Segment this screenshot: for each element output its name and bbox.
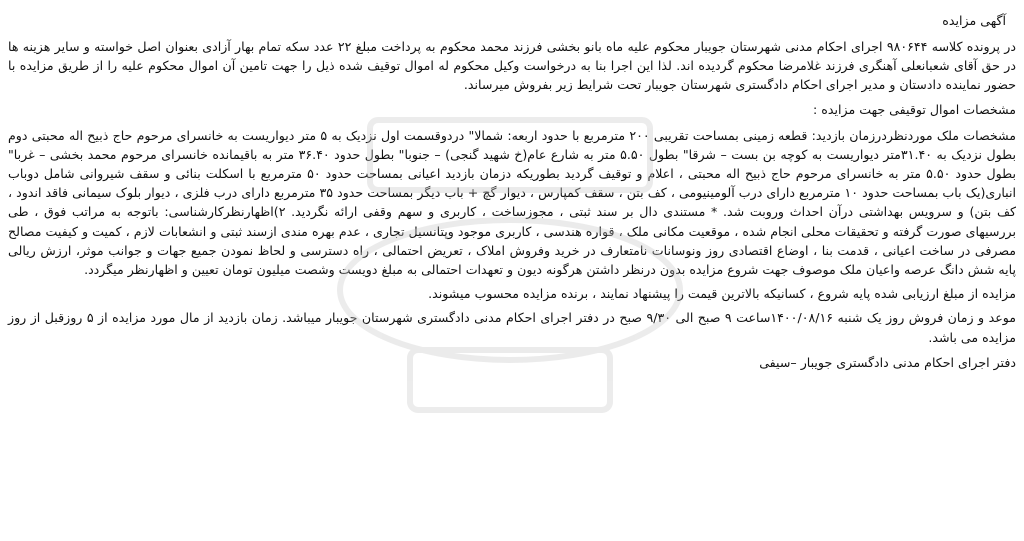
notice-paragraph-schedule: موعد و زمان فروش روز یک شنبه ۱۴۰۰/۰۸/۱۶ساعت ۹ صبح الی ۹/۳۰ صبح در دفتر اجرای احکام مدنی دادگستری شهرستان جویبار میباشد. زمان بازدید از مال مورد مزایده از ۵ روزقبل از روز مزایده می باشد. — [8, 310, 1016, 345]
notice-paragraph-property: مشخصات ملک موردنظردرزمان بازدید: قطعه زمینی بمساحت تقریبی ۲۰۰ مترمربع با حدود اربعه: شمالا" دردوقسمت اول نزدیک به ۵ متر دیواریست به خانسرای مرحوم حاج ذبیح اله محبتی دوم بطول نزدیک به ۳۱.۴۰متر دیواریست به کوچه بن بست – شرقا" بطول ۵.۵۰ متر به شارع عام(خ شهید گنجی) – جنوبا" بطول حدود ۳۶.۴۰ متر به باقیمانده خانسرای مرحوم محمد بخشی – غربا" بطول حدود ۵.۵۰ متر به خانسرای مرحوم حاج ذبیح اله محبتی ، اعلام و توقیف گردید بطوریکه دزمان بازدید اعیانی بمساحت حدود ۵۰ مترمربع با اسکلت بنائی و سقف شیروانی شامل دوباب انباری(یک باب بمساحت حدود ۱۰ مترمربع دارای درب آلومینیومی ، کف بتن ، سقف کمپارس ، دیوار گچ + باب دیگر بمساحت حدود ۳۵ مترمربع دارای درب فلزی ، دیوار بلوک سیمانی فاقد اندود ، کف بتن) و سرویس بهداشتی درآن احداث وروبت شد. * مستندی دال بر سند ثبتی ، مجوزساخت ، کاربری و سهم وقفی ارائه نگردید. ۲)اظهارنظرکارشناسی: باتوجه به مراتب فوق ، طی بررسیهای صورت گرفته و تحقیقات محلی انجام شده ، موقعیت مکانی ملک ، قواره هندسی ، کاربری موجود وپتانسیل تجاری ، عدم بهره مندی ازسند ثبتی و انشعابات لازم ، کمیت و کیفیت مصالح مصرفی در ساخت اعیانی ، قدمت بنا ، اوضاع اقتصادی روز ونوسانات نامتعارف در خرید وفروش املاک ، تعریض احتمالی ، راه دسترسی و لحاظ نمودن جمیع جهات و جوانب موثر، ارزش ریالی پایه شش دانگ عرصه واعیان ملک موصوف جهت شروع مزایده بدون درنظر داشتن هرگونه دیون و تعهدات احتمالی به مبلغ دویست وشصت میلیون تومان تعیین و اظهارنظر میگردد. — [8, 127, 1017, 278]
section-title-property: مشخصات اموال توقیفی جهت مزایده : — [813, 101, 1016, 117]
notice-title: آگهی مزایده — [942, 13, 1006, 28]
notice-signature: دفتر اجرای احکام مدنی دادگستری جویبار –سیفی — [759, 354, 1016, 370]
notice-paragraph-case: در پرونده کلاسه ۹۸۰۶۴۴ اجرای احکام مدنی شهرستان جویبار محکوم علیه ماه بانو بخشی فرزند محمد محکوم به پرداخت مبلغ ۲۲ عدد سکه تمام بهار آزادی بعنوان اصل خواسته و سایر هزینه ها در حق آقای شعبانعلی آهنگری فرزند غلامرضا محکوم گردیده اند. لذا این اجرا بنا به درخواست وکیل محکوم له اموال توقیف شده ذیل را جهت تامین آن اموال محکوم علیه را از طریق مزایده با حضور نماینده دادستان و مدیر اجرای احکام دادگستری شهرستان جویبار تحت شرایط زیر بفروش میرساند. — [8, 39, 1017, 93]
notice-paragraph-terms: مزایده از مبلغ ارزیابی شده پایه شروع ، کسانیکه بالاترین قیمت را پیشنهاد نمایند ، برنده مزایده محسوب میشوند. — [428, 286, 1016, 302]
